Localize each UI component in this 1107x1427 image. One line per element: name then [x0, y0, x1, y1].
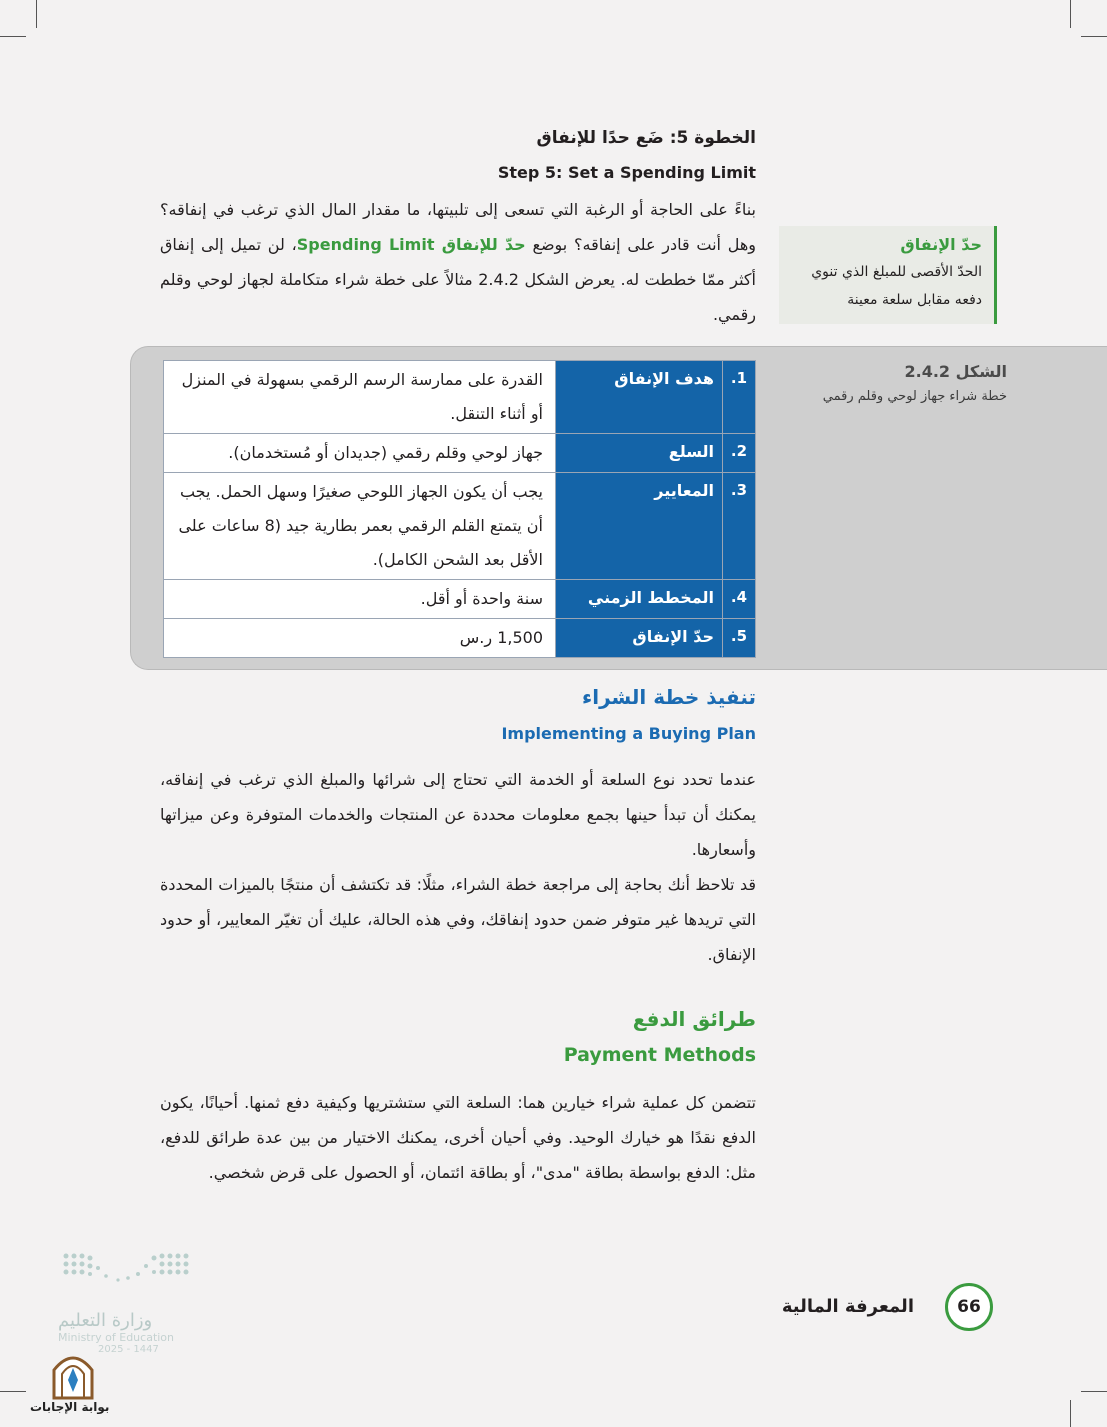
- implementing-heading-ar: تنفيذ خطة الشراء: [582, 685, 756, 709]
- intro-text-2: ، لن تميل إلى إنفاق أكثر ممّا خططت له. يعرض الشكل 2.4.2 مثالاً على خطة شراء متكاملة لجهاز لوحي وقلم رقمي.: [160, 235, 756, 324]
- figure-caption: [823, 358, 1007, 408]
- table-row: [164, 434, 756, 473]
- step-heading-en: Step 5: Set a Spending Limit: [497, 163, 756, 182]
- table-row: [164, 619, 756, 658]
- crop-mark: [1081, 36, 1107, 37]
- row-label: المعايير: [556, 473, 723, 580]
- definition-term: حدّ الإنفاق: [900, 235, 982, 254]
- figure-caption-text: خطة شراء جهاز لوحي وقلم رقمي: [822, 389, 1007, 404]
- step-heading-ar: الخطوة 5: ضَع حدًا للإنفاق: [536, 128, 756, 148]
- implementing-paragraph-1: عندما تحدد نوع السلعة أو الخدمة التي تحتاج إلى شرائها والمبلغ الذي ترغب في إنفاقه، يمكنك أن تبدأ حينها بجمع معلومات محددة عن المنتجات والخدمات المتوفرة وعن ميزاتها وأسعارها.: [160, 770, 756, 859]
- row-label: السلع: [556, 434, 723, 473]
- table-row: [164, 361, 756, 434]
- crop-mark: [1081, 1391, 1107, 1392]
- gate-icon: [48, 1350, 98, 1400]
- payment-paragraph: تتضمن كل عملية شراء خيارين هما: السلعة التي ستشتريها وكيفية دفع ثمنها. أحيانًا، يكون الدفع نقدًا هو خيارك الوحيد. وفي أحيان أخرى، يمكنك الاختيار من بين عدة طرائق للدفع، مثل: الدفع بواسطة بطاقة "مدى"، أو بطاقة ائتمان، أو الحصول على قرض شخصي.: [160, 1093, 756, 1182]
- row-value: القدرة على ممارسة الرسم الرقمي بسهولة في المنزل أو أثناء التنقل.: [164, 361, 556, 434]
- intro-text-1: بناءً على الحاجة أو الرغبة التي تسعى إلى تلبيتها، ما مقدار المال الذي ترغب في إنفاقه؟ وهل أنت قادر على إنفاقه؟ بوضع: [160, 200, 756, 254]
- table-row: [164, 580, 756, 619]
- row-value: يجب أن يكون الجهاز اللوحي صغيرًا وسهل الحمل. يجب أن يتمتع القلم الرقمي بعمر بطارية جيد (8 ساعات على الأقل بعد الشحن الكامل).: [164, 473, 556, 580]
- definition-text: الحدّ الأقصى للمبلغ الذي تنوي دفعه مقابل سلعة معينة: [811, 264, 982, 308]
- crop-mark: [0, 36, 26, 37]
- row-value: جهاز لوحي وقلم رقمي (جديدان أو مُستخدمان).: [164, 434, 556, 473]
- row-label: هدف الإنفاق: [556, 361, 723, 434]
- ministry-name-ar: وزارة التعليم: [58, 1310, 153, 1331]
- row-value: سنة واحدة أو أقل.: [164, 580, 556, 619]
- watermark-text: بوابة الإجابات: [30, 1400, 110, 1414]
- row-label: حدّ الإنفاق: [556, 619, 723, 658]
- row-label: المخطط الزمني: [556, 580, 723, 619]
- crop-mark: [1070, 0, 1071, 28]
- buying-plan-table: [163, 360, 756, 658]
- book-title: المعرفة المالية: [781, 1296, 914, 1317]
- table-row: [164, 473, 756, 580]
- intro-paragraph: [160, 192, 756, 332]
- ministry-logo: [58, 1250, 208, 1355]
- payment-heading-en: Payment Methods: [563, 1044, 756, 1066]
- figure-number: الشكل 2.4.2: [904, 362, 1007, 381]
- ministry-name-en: Ministry of Education: [58, 1331, 175, 1344]
- implementing-paragraph-2: قد تلاحظ أنك بحاجة إلى مراجعة خطة الشراء، مثلًا: قد تكتشف أن منتجًا بالميزات المحددة التي تريدها غير متوفر ضمن حدود إنفاقك، وفي هذه الحالة، عليك أن تغيّر المعايير، أو حدود الإنفاق.: [160, 875, 756, 964]
- row-number: 2.: [723, 434, 756, 473]
- payment-heading-ar: طرائق الدفع: [632, 1007, 756, 1031]
- crop-mark: [1070, 1400, 1071, 1427]
- implementing-heading-en: Implementing a Buying Plan: [501, 724, 756, 743]
- crop-mark: [0, 1391, 26, 1392]
- crop-mark: [36, 0, 37, 28]
- watermark-logo: [30, 1350, 110, 1420]
- row-value: 1,500 ر.س: [164, 619, 556, 658]
- spending-limit-term: حدّ للإنفاق Spending Limit: [296, 235, 526, 254]
- row-number: 3.: [723, 473, 756, 580]
- ministry-dots-icon: [58, 1250, 198, 1298]
- row-number: 1.: [723, 361, 756, 434]
- page-number: 66: [945, 1283, 993, 1331]
- definition-box: [779, 226, 997, 324]
- ministry-year: 2025 - 1447: [98, 1344, 159, 1355]
- row-number: 4.: [723, 580, 756, 619]
- row-number: 5.: [723, 619, 756, 658]
